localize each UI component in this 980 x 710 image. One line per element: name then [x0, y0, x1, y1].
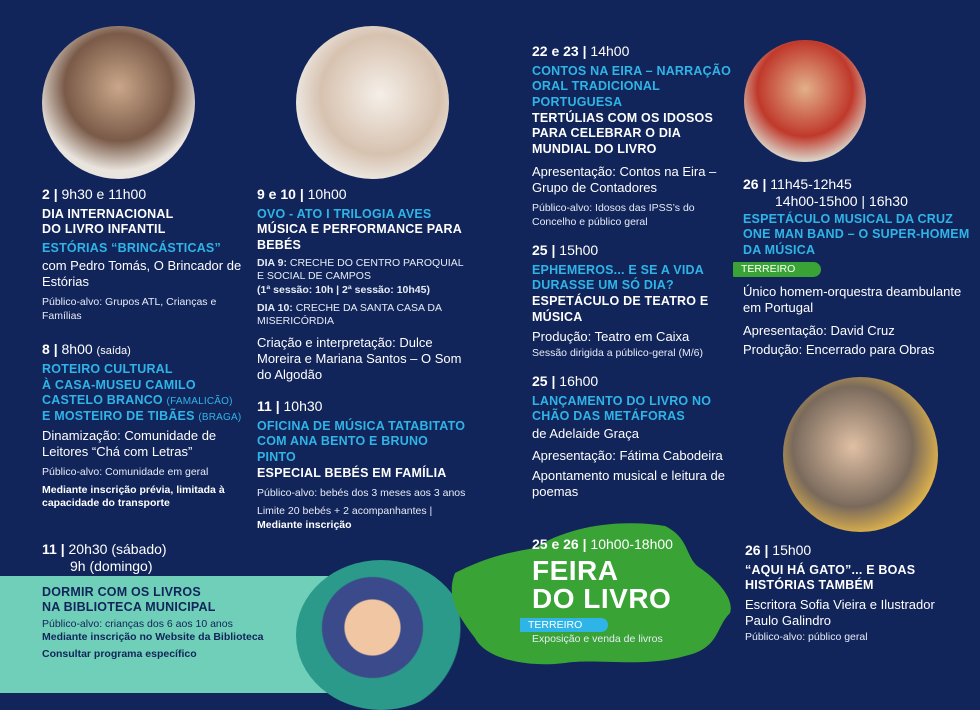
event-note: Consultar programa específico: [42, 648, 197, 661]
event-audience: Sessão dirigida a público-geral (M/6): [532, 346, 703, 359]
event-date: 8: [42, 341, 50, 357]
event-title: OFICINA DE MÚSICA TATABITATO COM ANA BENTO E BRUNO PINTO: [257, 418, 466, 465]
event-date: 2: [42, 186, 50, 202]
event-audience: Público-alvo: público geral: [745, 630, 868, 643]
photo-som-do-algodao: [296, 26, 449, 179]
event-roteiro-cultural: 8 | 8h00 (saída) ROTEIRO CULTURAL À CASA-MUSEU CAMILO CASTELO BRANCO (FAMALICÃO) E MOSTEIRO DE TIBÃES (BRAGA) Dinamização: Comunidade de Leitores “Chá com Letras” Público-alvo: Comunidade em geral Mediante inscrição prévia, limitada à capacidade do transporte: [42, 341, 257, 511]
event-note: Mediante inscrição prévia, limitada à capacidade do transporte: [42, 483, 225, 510]
event-date: 25: [532, 373, 548, 389]
event-audience: Público-alvo: Comunidade em geral: [42, 466, 209, 479]
event-text: Apresentação: David Cruz: [743, 322, 895, 338]
event-text: Apontamento musical e leitura de poemas: [532, 467, 725, 499]
event-text: Apresentação: Fátima Cabodeira: [532, 448, 723, 464]
event-text: Produção: Teatro em Caixa: [532, 329, 690, 345]
event-oficina-musica: 11 | 10h30 OFICINA DE MÚSICA TATABITATO COM ANA BENTO E BRUNO PINTO ESPECIAL BEBÉS EM FAMÍLIA Público-alvo: bebés dos 3 meses aos 3 anos Limite 20 bebés + 2 acompanhantes | Mediante inscrição: [257, 398, 466, 531]
event-text: Produção: Encerrado para Obras: [743, 341, 935, 357]
event-time: 14h00-15h00 | 16h30: [775, 192, 908, 209]
event-subtitle: MÚSICA E PERFORMANCE PARA BEBÉS: [257, 222, 462, 253]
event-time: 10h00-18h00: [590, 536, 673, 552]
event-time: 20h30 (sábado): [68, 541, 167, 557]
event-date: 11: [42, 541, 57, 557]
event-date: 11: [257, 398, 272, 414]
event-cruz-one-man-band: 26 | 11h45-12h45 14h00-15h00 | 16h30 ESPETÁCULO MUSICAL DA CRUZ ONE MAN BAND – O SUPER-HOMEM DA MÚSICA TERREIRO Único homem-orquestra deambulante em Portugal Apresentação: David Cruz Produção: Encerrado para Obras: [743, 176, 973, 358]
event-time: 9h (domingo): [70, 557, 153, 574]
event-ephemeros: 25 | 15h00 EPHEMEROS... E SE A VIDA DURASSE UM SÓ DIA? ESPETÁCULO DE TEATRO E MÚSICA Produção: Teatro em Caixa Sessão dirigida a público-geral (M/6): [532, 242, 732, 360]
event-text: com Pedro Tomás, O Brincador de Estórias: [42, 257, 242, 289]
location-tag: TERREIRO: [733, 262, 821, 277]
event-time: 8h00: [61, 341, 93, 357]
event-text: Apresentação: Contos na Eira – Grupo de Contadores: [532, 163, 717, 195]
event-aqui-ha-gato: 26 | 15h00 “AQUI HÁ GATO”... E BOAS HISTÓRIAS TAMBÉM Escritora Sofia Vieira e Ilustrador Paulo Galindro Público-alvo: público geral: [745, 542, 970, 644]
event-time: 14h00: [590, 43, 630, 59]
event-title: ROTEIRO CULTURAL À CASA-MUSEU CAMILO CASTELO BRANCO (FAMALICÃO) E MOSTEIRO DE TIBÃES (BRAGA): [42, 362, 242, 424]
location-tag: TERREIRO: [520, 618, 608, 633]
event-contos-na-eira: 22 e 23 | 14h00 CONTOS NA EIRA – NARRAÇÃO ORAL TRADICIONAL PORTUGUESA TERTÚLIAS COM OS IDOSOS PARA CELEBRAR O DIA MUNDIAL DO LIVRO Apresentação: Contos na Eira – Grupo de Contadores Público-alvo: Idosos das IPSS’s do Concelho e público geral: [532, 43, 731, 228]
event-audience: Público-alvo: crianças dos 6 aos 10 anos: [42, 617, 233, 630]
event-text: Escritora Sofia Vieira e Ilustrador Paulo Galindro: [745, 597, 935, 629]
event-title: OVO - ATO I TRILOGIA AVES: [257, 206, 432, 221]
photo-cruz-one-man-band: [744, 40, 866, 162]
event-note: Mediante inscrição: [257, 518, 352, 531]
event-subtitle: ESTÓRIAS “BRINCÁSTICAS”: [42, 241, 221, 256]
sleeping-child-illustration: [296, 560, 466, 710]
event-date: 26: [743, 176, 759, 192]
event-text: Exposição e venda de livros: [532, 633, 663, 646]
event-date: 22 e 23: [532, 43, 579, 59]
event-title: FEIRA DO LIVRO: [532, 554, 672, 615]
event-title: ESPETÁCULO MUSICAL DA CRUZ ONE MAN BAND – O SUPER-HOMEM DA MÚSICA: [743, 211, 970, 257]
event-title: LANÇAMENTO DO LIVRO NO CHÃO DAS METÁFORAS: [532, 393, 712, 424]
event-note: Mediante inscrição no Website da Biblioteca: [42, 631, 264, 644]
event-dia-livro-infantil: 2 | 9h30 e 11h00 DIA INTERNACIONAL DO LIVRO INFANTIL ESTÓRIAS “BRINCÁSTICAS” com Pedro Tomás, O Brincador de Estórias Público-alvo: Grupos ATL, Crianças e Famílias: [42, 186, 252, 323]
event-subtitle: ESPETÁCULO DE TEATRO E MÚSICA: [532, 294, 709, 324]
event-time: 11h45-12h45: [770, 176, 852, 192]
event-time: 9h30 e 11h00: [61, 186, 147, 202]
event-time: 16h00: [559, 373, 599, 389]
event-date: 9 e 10: [257, 186, 296, 202]
event-dormir-com-livros: 11 | 20h30 (sábado) 9h (domingo) DORMIR COM OS LIVROS NA BIBLIOTECA MUNICIPAL Público-alvo: crianças dos 6 aos 10 anos Mediante inscrição no Website da Biblioteca Consultar programa específico: [42, 541, 302, 662]
event-text: Criação e interpretação: Dulce Moreira e Mariana Santos – O Som do Algodão: [257, 334, 462, 383]
event-title: DORMIR COM OS LIVROS NA BIBLIOTECA MUNICIPAL: [42, 584, 216, 615]
event-audience: Público-alvo: Idosos das IPSS’s do Concelho e público geral: [532, 202, 695, 228]
photo-sofia-paulo: [783, 377, 938, 532]
event-time: 10h00: [307, 186, 347, 202]
event-title: “AQUI HÁ GATO”... E BOAS HISTÓRIAS TAMBÉM: [745, 562, 916, 593]
event-time: 15h00: [559, 242, 599, 258]
event-date: 26: [745, 542, 761, 558]
event-time: 15h00: [772, 542, 812, 558]
event-title: EPHEMEROS... E SE A VIDA DURASSE UM SÓ DIA?: [532, 262, 704, 293]
event-date: 25 e 26: [532, 536, 579, 552]
event-lancamento-livro: 25 | 16h00 LANÇAMENTO DO LIVRO NO CHÃO DAS METÁFORAS de Adelaide Graça Apresentação: Fátima Cabodeira Apontamento musical e leitura de poemas: [532, 373, 732, 500]
event-subtitle: TERTÚLIAS COM OS IDOSOS PARA CELEBRAR O DIA MUNDIAL DO LIVRO: [532, 110, 713, 156]
event-subtitle: ESPECIAL BEBÉS EM FAMÍLIA: [257, 465, 447, 480]
event-text: Dinamização: Comunidade de Leitores “Chá com Letras”: [42, 427, 217, 459]
event-audience: Público-alvo: bebés dos 3 meses aos 3 anos: [257, 487, 466, 500]
event-audience: Público-alvo: Grupos ATL, Crianças e Famílias: [42, 296, 217, 322]
event-date: 25: [532, 242, 548, 258]
event-title: DIA INTERNACIONAL DO LIVRO INFANTIL: [42, 206, 174, 237]
event-text: de Adelaide Graça: [532, 426, 639, 442]
photo-pedro-tomas: [42, 26, 195, 179]
event-title: CONTOS NA EIRA – NARRAÇÃO ORAL TRADICIONAL PORTUGUESA: [532, 63, 731, 110]
event-feira-do-livro: 25 e 26 | 10h00-18h00 FEIRA DO LIVRO TERREIRO Exposição e venda de livros: [532, 536, 732, 647]
event-time: 10h30: [283, 398, 323, 414]
event-text: Único homem-orquestra deambulante em Portugal: [743, 284, 962, 316]
event-ovo: 9 e 10 | 10h00 OVO - ATO I TRILOGIA AVES MÚSICA E PERFORMANCE PARA BEBÉS DIA 9: CRECHE DO CENTRO PAROQUIAL E SOCIAL DE CAMPOS (1ª sessão: 10h | 2ª sessão: 10h45) DIA 10: CRECHE DA SANTA CASA DA MISERICÓRDIA Criação e interpretação: Dulce Moreira e Mariana Santos – O Som do Algodão: [257, 186, 467, 384]
